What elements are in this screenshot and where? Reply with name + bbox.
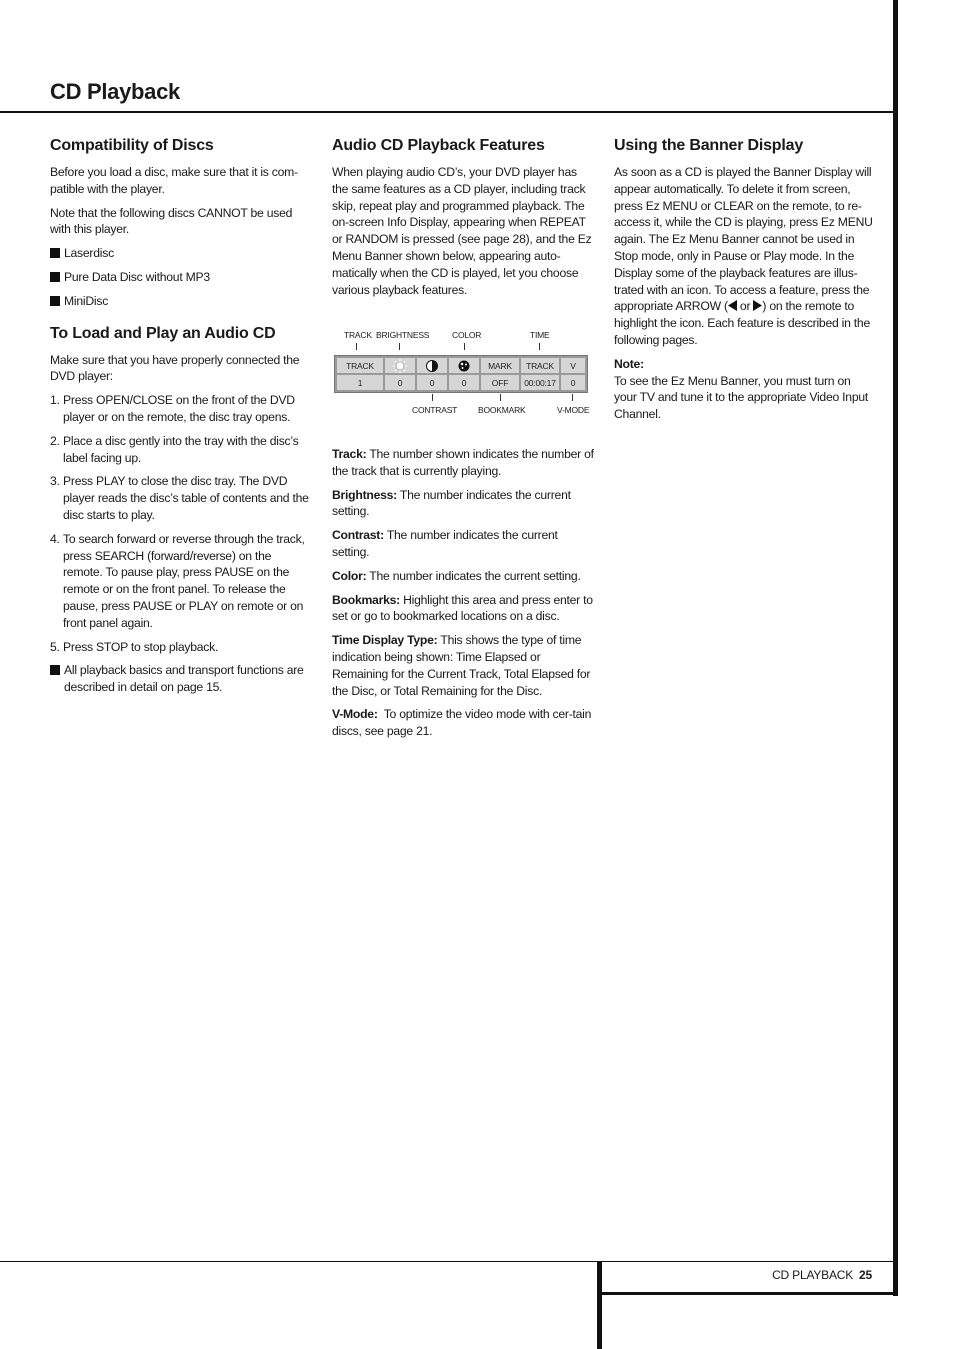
banner-label-vmode: V-MODE bbox=[557, 405, 590, 415]
banner-value-brightness: 0 bbox=[385, 375, 415, 390]
column-3 bbox=[614, 136, 876, 430]
column-1 bbox=[50, 136, 312, 703]
banner-label-time: TIME bbox=[530, 330, 550, 340]
banner-cell-contrast bbox=[417, 358, 447, 373]
list-item: All playback basics and transport functions are described in detail on page 15. bbox=[50, 662, 312, 696]
def-bookmarks: Bookmarks: Highlight this area and press enter to set or go to bookmarked locations on a disc. bbox=[332, 592, 593, 624]
color-palette-icon bbox=[457, 359, 471, 373]
title-rule bbox=[0, 111, 898, 113]
banner-label-contrast: CONTRAST bbox=[412, 405, 458, 415]
list-item: 3. Press PLAY to close the disc tray. The DVD player reads the disc’s table of contents and the disc starts to play. bbox=[50, 474, 309, 522]
note-text: To see the Ez Menu Banner, you must turn on your TV and tune it to the appropriate Video Input Channel. bbox=[614, 373, 869, 422]
banner-label-bookmark: BOOKMARK bbox=[478, 405, 526, 415]
footer-section: CD PLAYBACK bbox=[772, 1268, 854, 1282]
banner-cell-color bbox=[449, 358, 479, 373]
banner-cell-bookmark: MARK bbox=[481, 358, 519, 373]
square-bullet-icon bbox=[50, 272, 60, 282]
arrow-left-icon bbox=[728, 300, 737, 311]
def-contrast: Contrast: The number indicates the current setting. bbox=[332, 528, 558, 559]
compatibility-note: Note that the following discs CANNOT be used with this player. bbox=[50, 205, 293, 237]
banner-value-color: 0 bbox=[449, 375, 479, 390]
tick-mark bbox=[399, 343, 400, 350]
tick-mark bbox=[572, 394, 573, 401]
load-play-heading: To Load and Play an Audio CD bbox=[50, 324, 276, 342]
list-item: 4. To search forward or reverse through the track, press SEARCH (forward/reverse) on the remote. To pause play, press PAUSE on the remote or on the front panel. To release the pause, press PAUSE or PLAY on remote or on front panel again. bbox=[50, 531, 305, 630]
banner-label-color: COLOR bbox=[452, 330, 482, 340]
banner-value-track: 1 bbox=[337, 375, 383, 390]
tick-mark bbox=[356, 343, 357, 350]
load-play-intro: Make sure that you have properly connected the DVD player: bbox=[50, 352, 300, 384]
sun-icon bbox=[392, 359, 408, 373]
compatibility-heading: Compatibility of Discs bbox=[50, 137, 214, 154]
list-item: Laserdisc bbox=[50, 245, 312, 262]
note-title: Note: bbox=[614, 356, 644, 371]
tick-mark bbox=[539, 343, 540, 350]
right-edge-bar bbox=[893, 0, 898, 1296]
square-bullet-icon bbox=[50, 296, 60, 306]
tick-mark bbox=[500, 394, 501, 401]
footer-rule bbox=[0, 1261, 898, 1262]
ez-menu-banner bbox=[334, 355, 588, 393]
square-bullet-icon bbox=[50, 665, 60, 675]
def-time-display: Time Display Type: This shows the type of time indication being shown: Time Elapsed or Remaining for the Current Track, Total Elapsed for the Disc, or Total Remaining for the Disc. bbox=[332, 633, 591, 698]
banner-display-heading: Using the Banner Display bbox=[614, 137, 804, 154]
banner-cell-vmode: V bbox=[561, 358, 585, 373]
def-brightness: Brightness: The number indicates the current setting. bbox=[332, 487, 571, 519]
incompatible-disc-list bbox=[50, 245, 312, 309]
list-item: 5. Press STOP to stop playback. bbox=[50, 639, 219, 654]
banner-value-time: 00:00:17 bbox=[521, 375, 559, 390]
banner-cell-time: TRACK bbox=[521, 358, 559, 373]
tick-mark bbox=[464, 343, 465, 350]
def-color: Color: The number indicates the current setting. bbox=[332, 568, 581, 583]
banner-cell-track: TRACK bbox=[337, 358, 383, 373]
column-2 bbox=[332, 136, 594, 305]
list-item: MiniDisc bbox=[50, 293, 312, 310]
list-item: 2. Place a disc gently into the tray with the disc’s label facing up. bbox=[50, 433, 299, 465]
page-title: CD Playback bbox=[50, 79, 180, 104]
load-play-steps bbox=[50, 392, 312, 696]
page-number: 25 bbox=[859, 1268, 872, 1282]
banner-value-contrast: 0 bbox=[417, 375, 447, 390]
banner-label-track: TRACK bbox=[344, 330, 372, 340]
banner-value-bookmark: OFF bbox=[481, 375, 519, 390]
list-item: Pure Data Disc without MP3 bbox=[50, 269, 312, 286]
def-track: Track: The number shown indicates the number of the track that is currently playing. bbox=[332, 447, 594, 478]
compatibility-intro: Before you load a disc, make sure that it is com-patible with the player. bbox=[50, 165, 298, 196]
page-footer bbox=[600, 1268, 872, 1282]
def-vmode: V-Mode: To optimize the video mode with cer-tain discs, see page 21. bbox=[332, 707, 595, 739]
banner-label-brightness: BRIGHTNESS bbox=[376, 330, 430, 340]
list-item: 1. Press OPEN/CLOSE on the front of the DVD player or on the remote, the disc tray opens. bbox=[50, 393, 295, 424]
banner-cell-brightness bbox=[385, 358, 415, 373]
banner-value-vmode: 0 bbox=[561, 375, 585, 390]
footer-bottom-rule bbox=[597, 1292, 898, 1295]
audio-cd-features-intro: When playing audio CD’s, your DVD player has the same features as a CD player, including track skip, repeat play and programmed playback. The on-screen Info Display, appearing when REPEAT or RANDOM is pressed (see page 28), and the Ez Menu Banner shown below, appearing auto-matically when the CD is played, let you choose various playback features. bbox=[332, 165, 592, 297]
contrast-icon bbox=[425, 359, 439, 373]
square-bullet-icon bbox=[50, 248, 60, 258]
audio-cd-features-heading: Audio CD Playback Features bbox=[332, 137, 545, 154]
feature-definitions bbox=[332, 446, 594, 747]
banner-display-text: As soon as a CD is played the Banner Display will appear automatically. To delete it from screen, press Ez MENU or CLEAR on the remote, to re-access it, while the CD is playing, press Ez MENU again. The Ez Menu Banner cannot be used in Stop mode, only in Pause or Play mode. In the Display some of the playback features are illus-trated with an icon. To access a feature, press the appropriate ARROW ( or ) on the remote to highlight the icon. Each feature is described in the following pages. bbox=[614, 165, 873, 347]
tick-mark bbox=[432, 394, 433, 401]
